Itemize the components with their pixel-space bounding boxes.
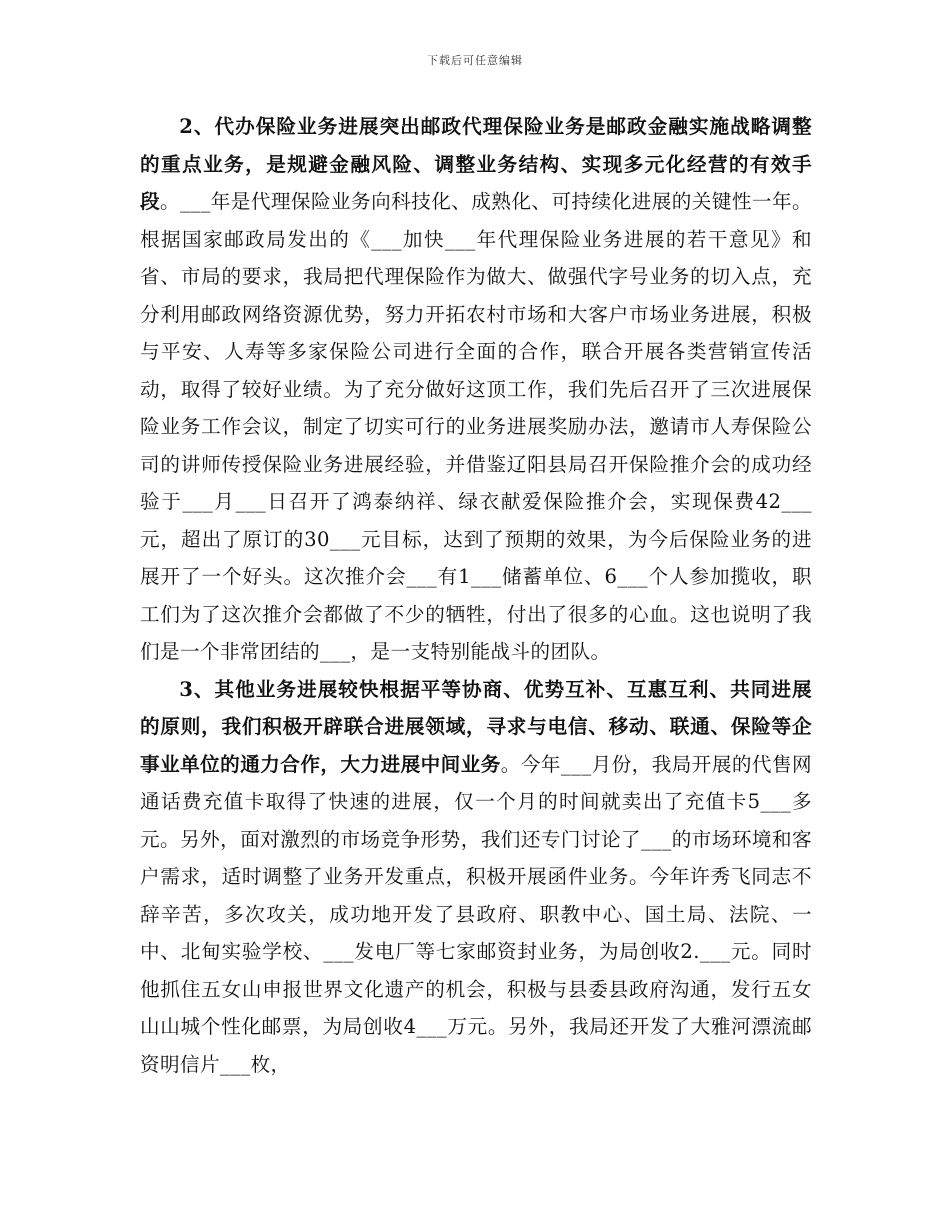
page-header: 下载后可任意编辑 [427, 54, 523, 67]
document-body [140, 108, 812, 1083]
paragraph-heading: 2、代办保险业务进展突出邮政代理保险业务是邮政金融实施战略调整的重点业务，是规避金融风险、调整业务结构、实现多元化经营的有效手段 [140, 115, 812, 213]
paragraph-text: 。___年是代理保险业务向科技化、成熟化、可持续化进展的关键性一年。根据国家邮政局发出的《___加快___年代理保险业务进展的若干意见》和省、市局的要求，我局把代理保险作为做大、做强代字号业务的切入点，充分利用邮政网络资源优势，努力开拓农村市场和大客户市场业务进展，积极与平安、人寿等多家保险公司进行全面的合作，联合开展各类营销宣传活动，取得了较好业绩。为了充分做好这顶工作，我们先后召开了三次进展保险业务工作会议，制定了切实可行的业务进展奖励办法，邀请市人寿保险公司的讲师传授保险业务进展经验，并借鉴辽阳县局召开保险推介会的成功经验于___月___日召开了鸿泰纳祥、绿衣献爱保险推介会，实现保费42___元，超出了原订的30___元目标，达到了预期的效果，为今后保险业务的进展开了一个好头。这次推介会___有1___储蓄单位、6___个人参加揽收，职工们为了这次推介会都做了不少的牺牲，付出了很多的心血。这也说明了我们是一个非常团结的___，是一支特别能战斗的团队。 [140, 190, 812, 663]
paragraph-heading: 3、其他业务进展较快根据平等协商、优势互补、互惠互利、共同进展的原则，我们积极开辟联合进展领域，寻求与电信、移动、联通、保险等企事业单位的通力合作，大力进展中间业务 [140, 677, 812, 776]
paragraph-other-business [140, 671, 812, 1084]
paragraph-insurance [140, 108, 812, 671]
paragraph-text: 。今年___月份，我局开展的代售网通话费充值卡取得了快速的进展，仅一个月的时间就卖出了充值卡5___多元。另外，面对激烈的市场竞争形势，我们还专门讨论了___的市场环境和客户需求，适时调整了业务开发重点，积极开展函件业务。今年许秀飞同志不辞辛苦，多次攻关，成功地开发了县政府、职教中心、国土局、法院、一中、北甸实验学校、___发电厂等七家邮资封业务，为局创收2.___元。同时他抓住五女山申报世界文化遗产的机会，积极与县委县政府沟通，发行五女山山城个性化邮票，为局创收4___万元。另外，我局还开发了大雅河漂流邮资明信片___枚， [140, 752, 812, 1076]
